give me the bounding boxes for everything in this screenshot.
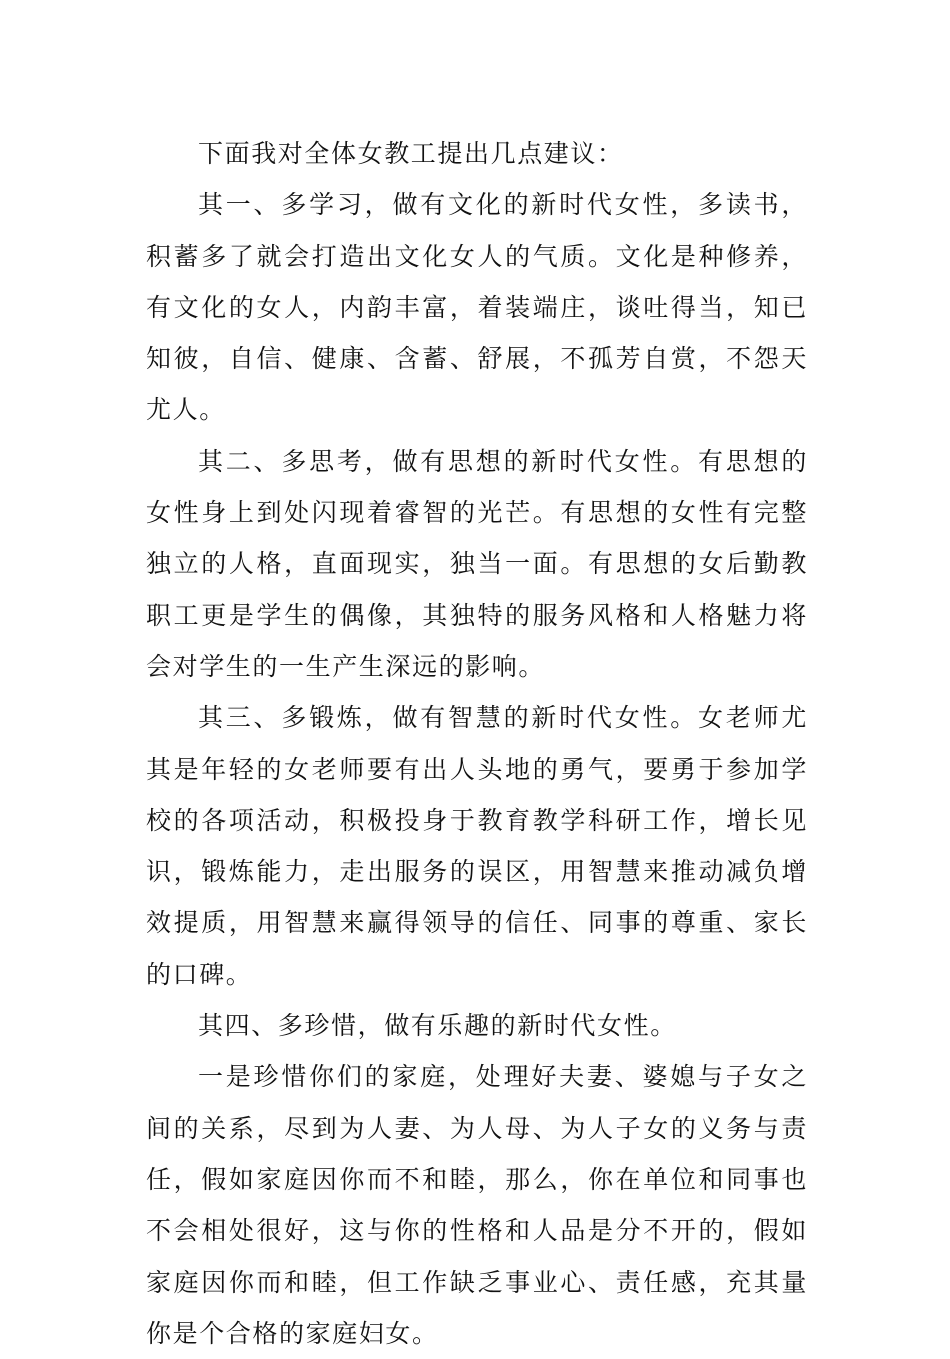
paragraph-suggestion-3: 其三、多锻炼，做有智慧的新时代女性。女老师尤其是年轻的女老师要有出人头地的勇气，要勇于参加学校的各项活动，积极投身于教育教学科研工作，增长见识，锻炼能力，走出服务的误区，用智慧来推动减负增效提质，用智慧来赢得领导的信任、同事的尊重、家长的口碑。 — [146, 703, 808, 989]
paragraph-intro: 下面我对全体女教工提出几点建议： — [198, 139, 624, 168]
paragraph-suggestion-4: 其四、多珍惜，做有乐趣的新时代女性。 — [198, 1011, 677, 1041]
paragraph-family: 一是珍惜你们的家庭，处理好夫妻、婆媳与子女之间的关系，尽到为人妻、为人母、为人子女的义务与责任，假如家庭因你而不和睦，那么，你在单位和同事也不会相处很好，这与你的性格和人品是分不开的，假如家庭因你而和睦，但工作缺乏事业心、责任感，充其量你是个合格的家庭妇女。 — [146, 1062, 808, 1348]
paragraph-suggestion-2: 其二、多思考，做有思想的新时代女性。有思想的女性身上到处闪现着睿智的光芒。有思想的女性有完整独立的人格，直面现实，独当一面。有思想的女后勤教职工更是学生的偶像，其独特的服务风格和人格魅力将会对学生的一生产生深远的影响。 — [146, 446, 808, 681]
paragraph-suggestion-1: 其一、多学习，做有文化的新时代女性，多读书，积蓄多了就会打造出文化女人的气质。文化是种修养，有文化的女人，内韵丰富，着装端庄，谈吐得当，知已知彼，自信、健康、含蓄、舒展，不孤芳自赏，不怨天尤人。 — [146, 190, 808, 425]
document-body — [146, 128, 808, 1359]
